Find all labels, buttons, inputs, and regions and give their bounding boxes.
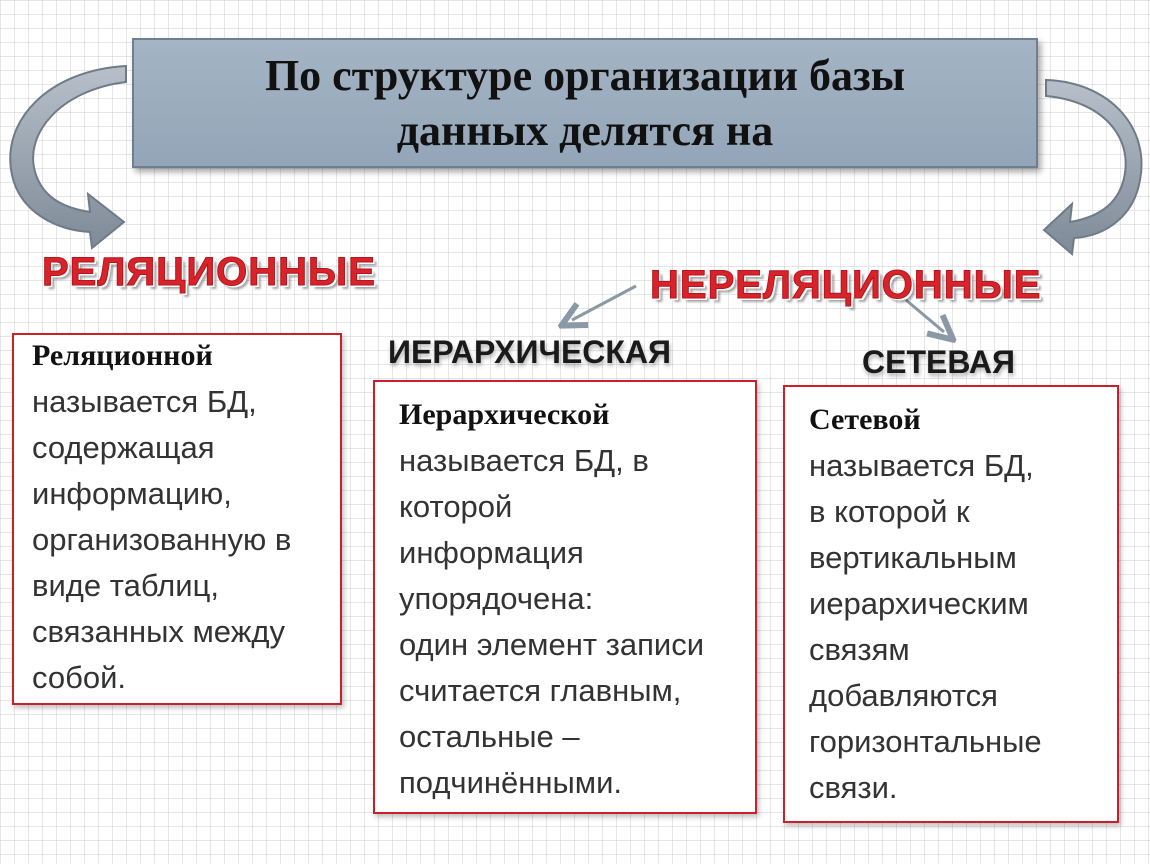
hierarchical-term: Иерархической <box>399 398 610 431</box>
definition-line: упорядочена: <box>399 581 594 616</box>
definition-line: считается главным, <box>399 673 682 708</box>
title-line-2: данных делятся на <box>396 106 774 155</box>
definition-line: один элемент записи <box>399 627 705 662</box>
title-line-1: По структуре организации базы <box>264 51 906 100</box>
definition-line: информацию, <box>32 476 232 511</box>
definition-line: называется БД, в <box>399 443 649 478</box>
definition-line: называется БД, <box>809 448 1034 483</box>
definition-line: связи. <box>809 770 898 805</box>
definition-line: в которой к <box>809 494 970 529</box>
network-term: Сетевой <box>809 403 921 436</box>
definition-line: которой <box>399 489 513 524</box>
definition-line: собой. <box>32 660 127 695</box>
definition-line: информация <box>399 535 584 570</box>
title-text <box>265 48 905 158</box>
definition-line: горизонтальные <box>809 724 1042 759</box>
hierarchical-definition-card <box>373 380 757 814</box>
definition-line: вертикальным <box>809 540 1017 575</box>
title-box <box>132 38 1038 168</box>
definition-line: подчинёнными. <box>399 765 623 800</box>
definition-line: иерархическим <box>809 586 1029 621</box>
definition-line: связанных между <box>32 614 286 649</box>
definition-line: добавляются <box>809 678 998 713</box>
left-curved-arrow <box>10 66 126 248</box>
relational-term: Реляционной <box>32 339 213 372</box>
non-relational-heading: НЕРЕЛЯЦИОННЫЕ <box>650 263 1042 307</box>
right-curved-arrow <box>1044 80 1142 254</box>
definition-line: называется БД, <box>32 384 257 419</box>
definition-line: остальные – <box>399 719 580 754</box>
definition-line: организованную в <box>32 522 292 557</box>
arrow-to-hierarchical <box>572 286 636 320</box>
network-definition-card <box>783 385 1119 823</box>
relational-heading: РЕЛЯЦИОННЫЕ <box>42 250 376 294</box>
hierarchical-heading: ИЕРАРХИЧЕСКАЯ <box>388 334 672 370</box>
definition-line: виде таблиц, <box>32 568 219 603</box>
network-heading: СЕТЕВАЯ <box>862 344 1015 380</box>
definition-line: содержащая <box>32 430 215 465</box>
relational-definition-card <box>12 333 342 705</box>
definition-line: связям <box>809 632 910 667</box>
